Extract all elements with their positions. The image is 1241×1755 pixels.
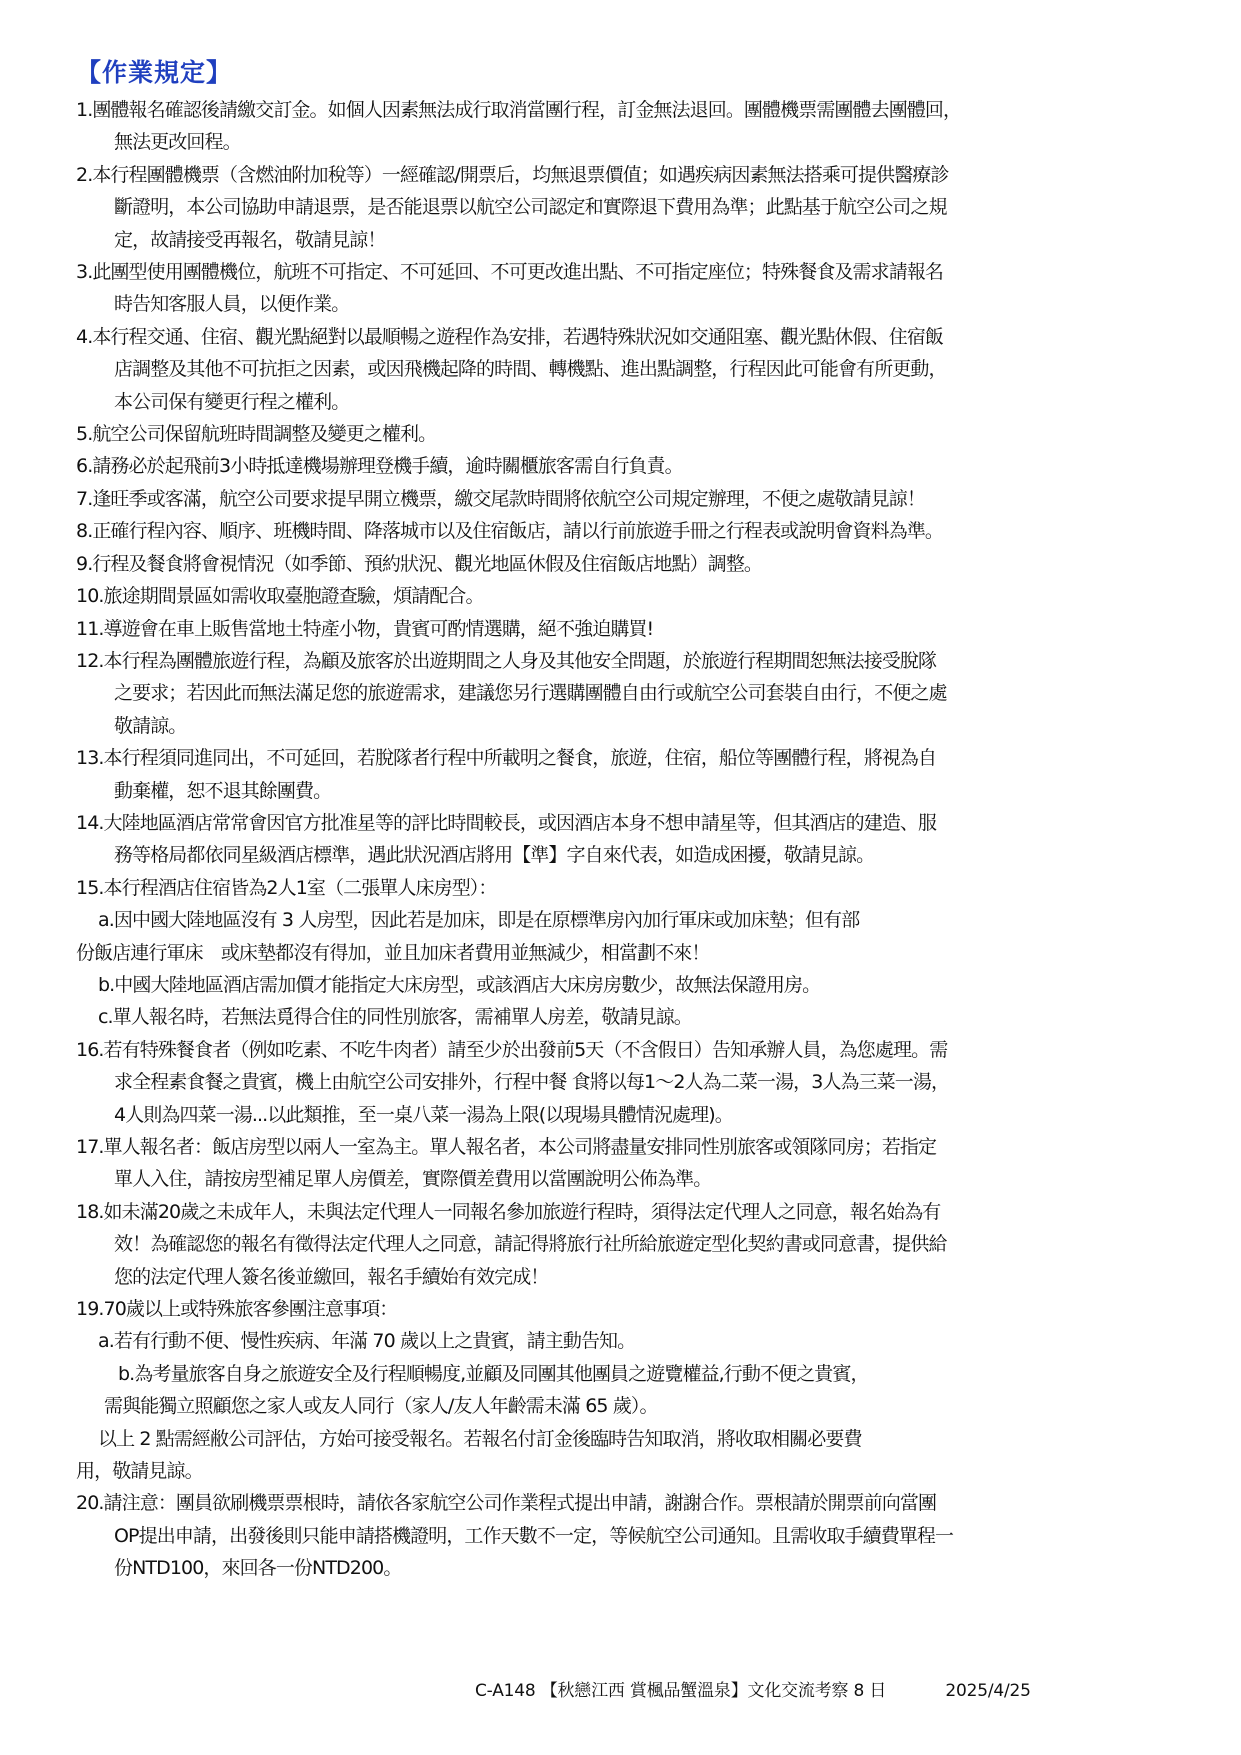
- rule-line: 20.請注意：團員欲刷機票票根時，請依各家航空公司作業程式提出申請，謝謝合作。票根請於開票前向當團: [76, 1492, 937, 1515]
- rule-line: 單人入住，請按房型補足單人房價差，實際價差費用以當團說明公佈為準。: [114, 1168, 712, 1191]
- rule-line: 以上 2 點需經敝公司評估，方始可接受報名。若報名付訂金後臨時告知取消，將收取相關必要費: [98, 1427, 862, 1450]
- rule-line: b.為考量旅客自身之旅遊安全及行程順暢度,並顧及同團其他團員之遊覽權益,行動不便之貴賓，: [118, 1362, 869, 1385]
- rule-line: 動棄權，恕不退其餘團費。: [114, 779, 332, 802]
- rule-line: 9.行程及餐食將會視情況（如季節、預約狀況、觀光地區休假及住宿飯店地點）調整。: [76, 552, 763, 575]
- section-heading: 【作業規定】: [76, 58, 233, 87]
- rule-line: 6.請務必於起飛前3小時抵達機場辦理登機手續，逾時關櫃旅客需自行負責。: [76, 455, 683, 478]
- rule-line: 敬請諒。: [114, 714, 187, 737]
- rule-line: 16.若有特殊餐食者（例如吃素、不吃牛肉者）請至少於出發前5天（不含假日）告知承辦人員，為您處理。需: [76, 1038, 948, 1061]
- rule-line: 12.本行程為團體旅遊行程，為顧及旅客於出遊期間之人身及其他安全問題，於旅遊行程期間恕無法接受脫隊: [76, 649, 937, 672]
- rule-line: 5.航空公司保留航班時間調整及變更之權利。: [76, 423, 437, 446]
- rule-line: 4人則為四菜一湯...以此類推，至一桌八菜一湯為上限(以現場具體情況處理)。: [114, 1103, 733, 1126]
- rule-line: 15.本行程酒店住宿皆為2人1室（二張單人床房型）：: [76, 876, 497, 899]
- rule-line: 本公司保有變更行程之權利。: [114, 390, 350, 413]
- rule-line: 務等格局都依同星級酒店標準，遇此狀況酒店將用【準】字自來代表，如造成困擾，敬請見諒。: [114, 844, 875, 867]
- rule-line: 需與能獨立照顧您之家人或友人同行（家人/友人年齡需未滿 65 歲）。: [104, 1395, 658, 1418]
- rule-line: 斷證明，本公司協助申請退票，是否能退票以航空公司認定和實際退下費用為準；此點基于航空公司之規: [114, 196, 947, 219]
- rule-line: OP提出申請，出發後則只能申請搭機證明，工作天數不一定，等候航空公司通知。且需收取手續費單程一: [114, 1524, 954, 1547]
- rule-line: 3.此團型使用團體機位，航班不可指定、不可延回、不可更改進出點、不可指定座位；特殊餐食及需求請報名: [76, 261, 944, 284]
- rule-line: b.中國大陸地區酒店需加價才能指定大床房型，或該酒店大床房房數少，故無法保證用房。: [98, 973, 821, 996]
- rule-line: c.單人報名時，若無法覓得合住的同性別旅客，需補單人房差，敬請見諒。: [98, 1006, 692, 1029]
- rule-line: 17.單人報名者：飯店房型以兩人一室為主。單人報名者，本公司將盡量安排同性別旅客或領隊同房；若指定: [76, 1136, 937, 1158]
- rule-line: 店調整及其他不可抗拒之因素，或因飛機起降的時間、轉機點、進出點調整，行程因此可能會有所更動，: [114, 358, 947, 381]
- rule-line: 7.逢旺季或客滿，航空公司要求提早開立機票，繳交尾款時間將依航空公司規定辦理，不便之處敬請見諒！: [76, 487, 925, 510]
- rule-line: 求全程素食餐之貴賓，機上由航空公司安排外，行程中餐 食將以每1～2人為二菜一湯，3人為三菜一湯，: [114, 1071, 950, 1094]
- rule-line: 份NTD100，來回各一份NTD200。: [114, 1557, 402, 1580]
- rule-line: 19.70歲以上或特殊旅客參團注意事項：: [76, 1298, 398, 1321]
- rule-line: 時告知客服人員，以便作業。: [114, 293, 350, 316]
- rule-line: 11.導遊會在車上販售當地土特產小物，貴賓可酌情選購，絕不強迫購買!: [76, 617, 654, 640]
- page-footer: [475, 1676, 1031, 1701]
- rule-line: 18.如未滿20歲之未成年人，未與法定代理人一同報名參加旅遊行程時，須得法定代理人之同意，報名始為有: [76, 1200, 941, 1223]
- rule-line: 您的法定代理人簽名後並繳回，報名手續始有效完成！: [114, 1265, 549, 1288]
- rule-line: 4.本行程交通、住宿、觀光點絕對以最順暢之遊程作為安排，若遇特殊狀況如交通阻塞、觀光點休假、住宿飯: [76, 325, 944, 348]
- rules-document: [76, 56, 1186, 1585]
- tour-code-title: C-A148 【秋戀江西 賞楓品蟹溫泉】文化交流考察 8 日: [475, 1681, 887, 1701]
- rule-line: 用，敬請見諒。: [76, 1460, 203, 1483]
- rule-line: a.因中國大陸地區沒有 3 人房型，因此若是加床，即是在原標準房內加行軍床或加床墊；但有部: [98, 909, 860, 932]
- rule-line: 份飯店連行軍床 或床墊都沒有得加，並且加床者費用並無減少，相當劃不來！: [76, 941, 710, 964]
- rule-line: 效！為確認您的報名有徵得法定代理人之同意，請記得將旅行社所給旅遊定型化契約書或同意書，提供給: [114, 1233, 947, 1256]
- footer-date: 2025/4/25: [945, 1681, 1031, 1701]
- rule-line: 之要求；若因此而無法滿足您的旅遊需求，建議您另行選購團體自由行或航空公司套裝自由行，不便之處: [114, 682, 947, 705]
- rule-line: 定，故請接受再報名，敬請見諒！: [114, 228, 386, 251]
- rule-line: 8.正確行程內容、順序、班機時間、降落城市以及住宿飯店，請以行前旅遊手冊之行程表或說明會資料為準。: [76, 520, 944, 543]
- rule-line: 10.旅途期間景區如需收取臺胞證查驗，煩請配合。: [76, 585, 484, 608]
- rule-line: 14.大陸地區酒店常常會因官方批准星等的評比時間較長，或因酒店本身不想申請星等，但其酒店的建造、服: [76, 811, 937, 834]
- rule-line: 1.團體報名確認後請繳交訂金。如個人因素無法成行取消當團行程，訂金無法退回。團體機票需團體去團體回，: [76, 99, 962, 121]
- rule-line: 2.本行程團體機票（含燃油附加稅等）一經確認/開票后，均無退票價值；如遇疾病因素無法搭乘可提供醫療診: [76, 163, 949, 186]
- rule-line: a.若有行動不便、慢性疾病、年滿 70 歲以上之貴賓，請主動告知。: [98, 1330, 636, 1353]
- rule-line: 13.本行程須同進同出，不可延回，若脫隊者行程中所載明之餐食，旅遊，住宿，船位等團體行程，將視為自: [76, 747, 937, 770]
- rule-line: 無法更改回程。: [114, 131, 241, 154]
